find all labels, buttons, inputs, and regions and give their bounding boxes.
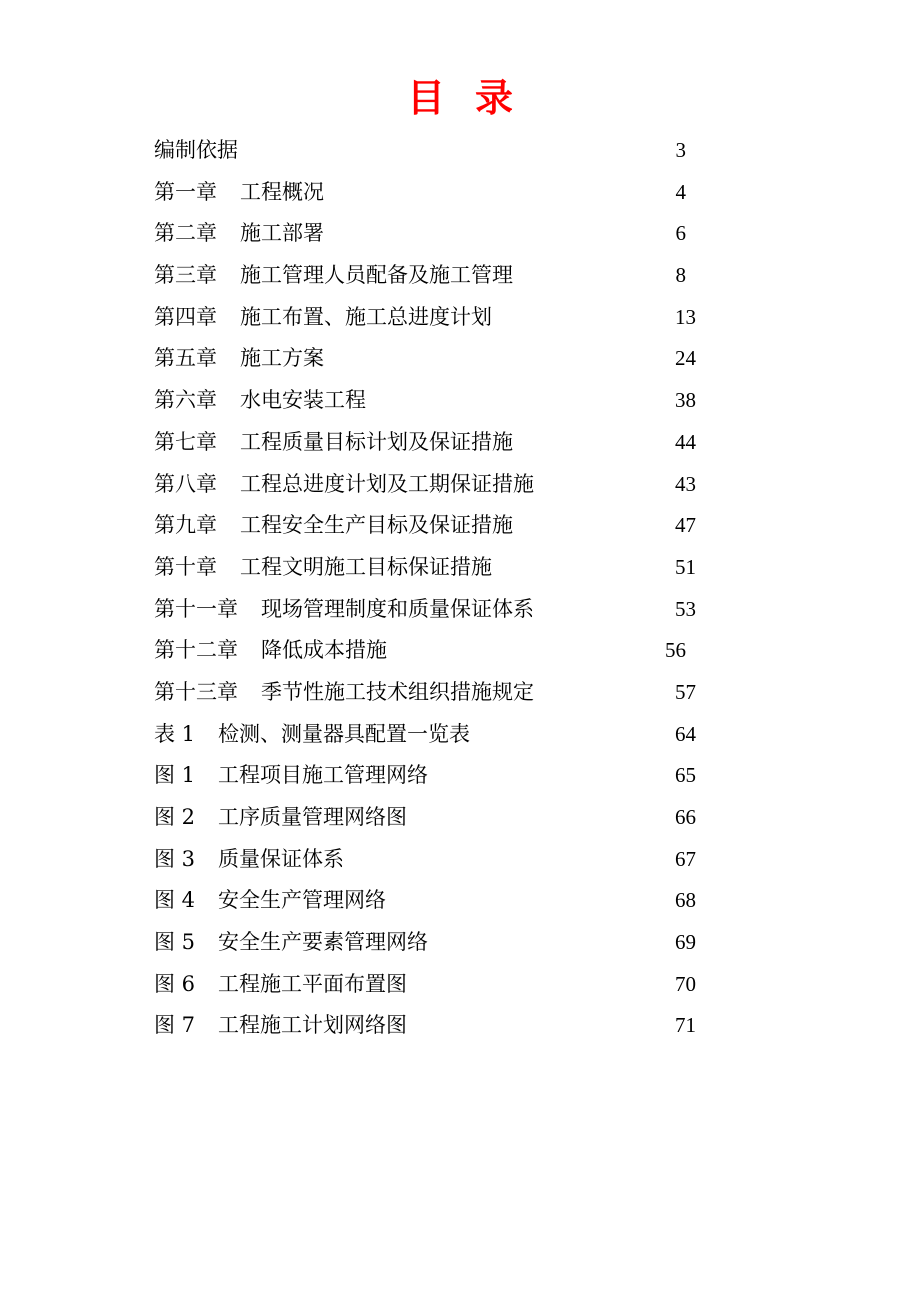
toc-entry-name: 工程项目施工管理网络 xyxy=(218,763,429,788)
toc-entry-page-number: 56 xyxy=(665,638,686,663)
toc-entry-name: 工序质量管理网络图 xyxy=(218,805,408,829)
toc-entry-page-number: 24 xyxy=(675,346,696,371)
toc-entry-name: 施工管理人员配备及施工管理 xyxy=(240,263,513,288)
toc-entry-prefix: 图 6 xyxy=(154,971,196,996)
toc-entry-page-number: 66 xyxy=(675,805,696,829)
toc-entry-label xyxy=(154,964,407,1006)
toc-entry-name: 季节性施工技术组织措施规定 xyxy=(261,679,534,704)
toc-entry-prefix: 第十二章 xyxy=(154,638,238,663)
toc-entry-label xyxy=(154,589,534,631)
toc-entry[interactable] xyxy=(154,505,714,547)
toc-entry-prefix: 第九章 xyxy=(154,513,217,538)
toc-entry-name: 质量保证体系 xyxy=(218,846,345,871)
toc-entry-label xyxy=(154,338,324,380)
toc-entry[interactable] xyxy=(154,213,714,255)
toc-entry-label xyxy=(154,422,513,464)
toc-entry-label xyxy=(154,1005,407,1047)
toc-entry-name: 检测、测量器具配置一览表 xyxy=(218,721,471,746)
toc-entry[interactable] xyxy=(154,880,714,922)
toc-entry-page-number: 8 xyxy=(675,263,686,288)
toc-entry[interactable] xyxy=(154,589,714,631)
toc-entry-prefix: 第十三章 xyxy=(154,679,238,704)
toc-entry-prefix: 第十一章 xyxy=(154,596,238,621)
toc-entry-label xyxy=(154,922,428,964)
toc-entry-prefix: 编制依据 xyxy=(154,138,238,162)
toc-entry-name: 工程施工计划网络图 xyxy=(218,1013,408,1038)
toc-entry-label xyxy=(154,130,238,172)
toc-entry-name: 安全生产管理网络 xyxy=(218,888,387,913)
toc-entry-label xyxy=(154,505,513,547)
toc-entry-prefix: 表 1 xyxy=(154,721,196,746)
toc-entry[interactable] xyxy=(154,797,714,839)
toc-entry-prefix: 第十章 xyxy=(154,554,217,579)
toc-entry-page-number: 65 xyxy=(675,763,696,788)
toc-entry[interactable] xyxy=(154,380,714,422)
toc-entry[interactable] xyxy=(154,338,714,380)
toc-entry-prefix: 第三章 xyxy=(154,263,217,288)
toc-entry[interactable] xyxy=(154,714,714,756)
toc-entry-label xyxy=(154,672,534,714)
toc-entry-page-number: 6 xyxy=(675,221,686,246)
toc-entry-prefix: 第八章 xyxy=(154,471,217,496)
toc-entry-name: 工程总进度计划及工期保证措施 xyxy=(240,471,534,496)
toc-entry[interactable] xyxy=(154,547,714,589)
toc-entry-page-number: 67 xyxy=(675,846,696,871)
toc-entry-label xyxy=(154,797,407,839)
toc-entry-name: 水电安装工程 xyxy=(240,388,366,413)
toc-entry[interactable] xyxy=(154,255,714,297)
toc-entry-page-number: 13 xyxy=(675,304,696,329)
toc-entry-name: 施工方案 xyxy=(240,346,324,371)
toc-entry-page-number: 68 xyxy=(675,888,696,913)
toc-entry-page-number: 43 xyxy=(675,471,696,496)
toc-entry[interactable] xyxy=(154,839,714,881)
toc-entry-prefix: 第六章 xyxy=(154,388,217,413)
toc-entry-name: 工程安全生产目标及保证措施 xyxy=(240,513,513,538)
toc-entry[interactable] xyxy=(154,755,714,797)
toc-entry-page-number: 64 xyxy=(675,721,696,746)
toc-entry-label xyxy=(154,755,428,797)
toc-entry[interactable] xyxy=(154,297,714,339)
toc-entry-label xyxy=(154,630,387,672)
toc-entry-label xyxy=(154,714,470,756)
toc-entry-page-number: 47 xyxy=(675,513,696,538)
toc-entry[interactable] xyxy=(154,1005,714,1047)
toc-entry-label xyxy=(154,255,513,297)
toc-entry-prefix: 图 7 xyxy=(154,1013,196,1038)
toc-entry-label xyxy=(154,380,366,422)
toc-entry-label xyxy=(154,213,324,255)
toc-entry-prefix: 图 4 xyxy=(154,888,196,913)
toc-entry-prefix: 第五章 xyxy=(154,346,217,371)
page-title: 目录 xyxy=(406,76,543,120)
toc-entry-page-number: 38 xyxy=(675,388,696,413)
toc-entry-prefix: 第一章 xyxy=(154,179,217,204)
toc-entry-name: 施工部署 xyxy=(240,221,324,246)
toc-entry[interactable] xyxy=(154,172,714,214)
table-of-contents xyxy=(154,130,714,1047)
toc-entry-name: 现场管理制度和质量保证体系 xyxy=(261,596,534,621)
toc-entry[interactable] xyxy=(154,964,714,1006)
toc-entry[interactable] xyxy=(154,630,714,672)
toc-entry-page-number: 70 xyxy=(675,971,696,996)
toc-entry-page-number: 44 xyxy=(675,429,696,454)
toc-entry[interactable] xyxy=(154,672,714,714)
toc-entry-label xyxy=(154,547,492,589)
toc-entry[interactable] xyxy=(154,422,714,464)
toc-entry-name: 工程施工平面布置图 xyxy=(218,971,408,996)
toc-entry-page-number: 53 xyxy=(675,596,696,621)
toc-entry-name: 安全生产要素管理网络 xyxy=(218,930,429,955)
toc-entry-prefix: 图 5 xyxy=(154,930,196,955)
toc-entry-label xyxy=(154,172,324,214)
toc-entry-name: 工程概况 xyxy=(240,179,324,204)
toc-entry[interactable] xyxy=(154,922,714,964)
toc-entry-label xyxy=(154,464,534,506)
toc-entry-prefix: 图 3 xyxy=(154,846,196,871)
toc-entry-page-number: 69 xyxy=(675,930,696,955)
toc-entry[interactable] xyxy=(154,130,714,172)
toc-entry-page-number: 4 xyxy=(675,179,686,204)
toc-entry-page-number: 51 xyxy=(675,554,696,579)
toc-entry-label xyxy=(154,880,386,922)
toc-entry-label xyxy=(154,839,344,881)
toc-entry[interactable] xyxy=(154,464,714,506)
toc-entry-page-number: 71 xyxy=(675,1013,696,1038)
toc-entry-prefix: 第四章 xyxy=(154,304,217,329)
toc-entry-prefix: 第二章 xyxy=(154,221,217,246)
toc-entry-page-number: 57 xyxy=(675,679,696,704)
toc-entry-prefix: 第七章 xyxy=(154,429,217,454)
toc-entry-name: 降低成本措施 xyxy=(261,638,387,663)
toc-entry-name: 工程文明施工目标保证措施 xyxy=(240,554,492,579)
toc-entry-prefix: 图 2 xyxy=(154,805,196,829)
toc-entry-name: 施工布置、施工总进度计划 xyxy=(240,304,492,329)
toc-entry-page-number: 3 xyxy=(675,138,686,162)
toc-entry-prefix: 图 1 xyxy=(154,763,196,788)
toc-entry-name: 工程质量目标计划及保证措施 xyxy=(240,429,513,454)
toc-entry-label xyxy=(154,297,492,339)
